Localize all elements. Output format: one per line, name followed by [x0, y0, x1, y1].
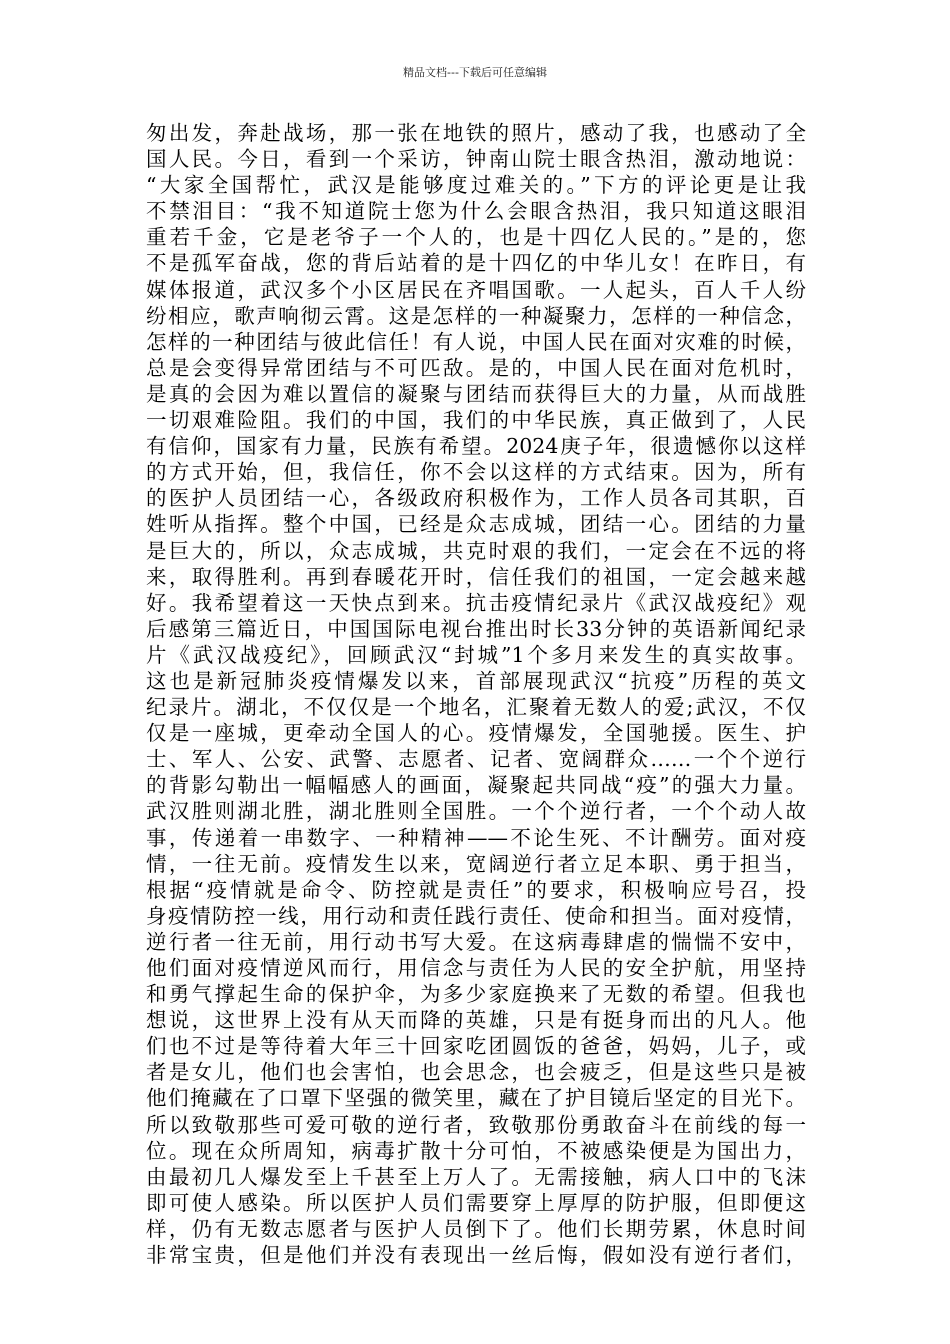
- text-line: 的方式开始，但，我信任，你不会以这样的方式结束。因为，所有: [146, 460, 806, 485]
- text-line: 们也不过是等待着大年三十回家吃团圆饭的爸爸，妈妈，儿子，或: [146, 1034, 806, 1059]
- text-line: 即可使人感染。所以医护人员们需要穿上厚厚的防护服，但即便这: [146, 1190, 806, 1215]
- text-line: 情，一往无前。疫情发生以来，宽阔逆行者立足本职、勇于担当，: [146, 851, 806, 876]
- text-line: 是巨大的，所以，众志成城，共克时艰的我们，一定会在不远的将: [146, 538, 806, 563]
- text-line: 身疫情防控一线，用行动和责任践行责任、使命和担当。面对疫情，: [146, 903, 806, 928]
- text-line: 姓听从指挥。整个中国，已经是众志成城，团结一心。团结的力量: [146, 512, 806, 537]
- text-line: 这也是新冠肺炎疫情爆发以来，首部展现武汉“抗疫”历程的英文: [146, 668, 806, 693]
- text-line: 和勇气撑起生命的保护伞，为多少家庭换来了无数的希望。但我也: [146, 982, 806, 1007]
- text-line: 样，仍有无数志愿者与医护人员倒下了。他们长期劳累，休息时间: [146, 1216, 806, 1241]
- text-line: 不是孤军奋战，您的背后站着的是十四亿的中华儿女！在昨日，有: [146, 251, 806, 276]
- text-line: 来，取得胜利。再到春暖花开时，信任我们的祖国，一定会越来越: [146, 564, 806, 589]
- text-line: 纪录片。湖北，不仅仅是一个地名，汇聚着无数人的爱;武汉，不仅: [146, 695, 806, 720]
- body-text: [146, 120, 806, 1268]
- text-line: 重若千金，它是老爷子一个人的，也是十四亿人民的。”是的，您: [146, 225, 806, 250]
- text-line: 有信仰，国家有力量，民族有希望。2024庚子年，很遗憾你以这样: [146, 434, 806, 459]
- text-line: 不禁泪目：“我不知道院士您为什么会眼含热泪，我只知道这眼泪: [146, 199, 806, 224]
- text-line: 非常宝贵，但是他们并没有表现出一丝后悔，假如没有逆行者们，: [146, 1243, 806, 1268]
- text-line: 好。我希望着这一天快点到来。抗击疫情纪录片《武汉战疫纪》观: [146, 590, 806, 615]
- text-line: 的背影勾勒出一幅幅感人的画面，凝聚起共同战“疫”的强大力量。: [146, 773, 806, 798]
- text-line: 逆行者一往无前，用行动书写大爱。在这病毒肆虐的惴惴不安中，: [146, 929, 806, 954]
- text-line: 媒体报道，武汉多个小区居民在齐唱国歌。一人起头，百人千人纷: [146, 277, 806, 302]
- text-line: 由最初几人爆发至上千甚至上万人了。无需接触，病人口中的飞沫: [146, 1164, 806, 1189]
- text-line: 所以致敬那些可爱可敬的逆行者，致敬那份勇敢奋斗在前线的每一: [146, 1112, 806, 1137]
- text-line: 纷相应，歌声响彻云霄。这是怎样的一种凝聚力，怎样的一种信念，: [146, 303, 806, 328]
- text-line: “大家全国帮忙，武汉是能够度过难关的。”下方的评论更是让我: [146, 173, 806, 198]
- text-line: 国人民。今日，看到一个采访，钟南山院士眼含热泪，激动地说：: [146, 147, 806, 172]
- text-line: 事，传递着一串数字、一种精神——不论生死、不计酬劳。面对疫: [146, 825, 806, 850]
- text-line: 他们掩藏在了口罩下坚强的微笑里，藏在了护目镜后坚定的目光下。: [146, 1086, 806, 1111]
- text-line: 他们面对疫情逆风而行，用信念与责任为人民的安全护航，用坚持: [146, 956, 806, 980]
- text-line: 后感第三篇近日，中国国际电视台推出时长33分钟的英语新闻纪录: [146, 616, 806, 641]
- text-line: 仅是一座城，更牵动全国人的心。疫情爆发，全国驰援。医生、护: [146, 721, 806, 746]
- text-line: 怎样的一种团结与彼此信任！有人说，中国人民在面对灾难的时候，: [146, 329, 806, 354]
- text-line: 想说，这世界上没有从天而降的英雄，只是有挺身而出的凡人。他: [146, 1008, 806, 1033]
- text-line: 的医护人员团结一心，各级政府积极作为，工作人员各司其职，百: [146, 486, 806, 511]
- text-line: 根据“疫情就是命令、防控就是责任”的要求，积极响应号召，投: [146, 877, 806, 902]
- text-line: 一切艰难险阻。我们的中国，我们的中华民族，真正做到了，人民: [146, 408, 806, 433]
- text-line: 是真的会因为难以置信的凝聚与团结而获得巨大的力量，从而战胜: [146, 381, 806, 406]
- text-line: 士、军人、公安、武警、志愿者、记者、宽阔群众……一个个逆行: [146, 747, 806, 772]
- page-header: 精品文档---下载后可任意编辑: [403, 66, 547, 79]
- text-line: 者是女儿，他们也会害怕，也会思念，也会疲乏，但是这些只是被: [146, 1060, 806, 1085]
- text-line: 总是会变得异常团结与不可匹敌。是的，中国人民在面对危机时，: [146, 355, 806, 380]
- text-line: 匆出发，奔赴战场，那一张在地铁的照片，感动了我，也感动了全: [146, 121, 806, 145]
- text-line: 片《武汉战疫纪》，回顾武汉“封城”1个多月来发生的真实故事。: [146, 642, 806, 667]
- text-line: 位。现在众所周知，病毒扩散十分可怕，不被感染便是为国出力，: [146, 1138, 806, 1163]
- text-line: 武汉胜则湖北胜，湖北胜则全国胜。一个个逆行者，一个个动人故: [146, 799, 806, 824]
